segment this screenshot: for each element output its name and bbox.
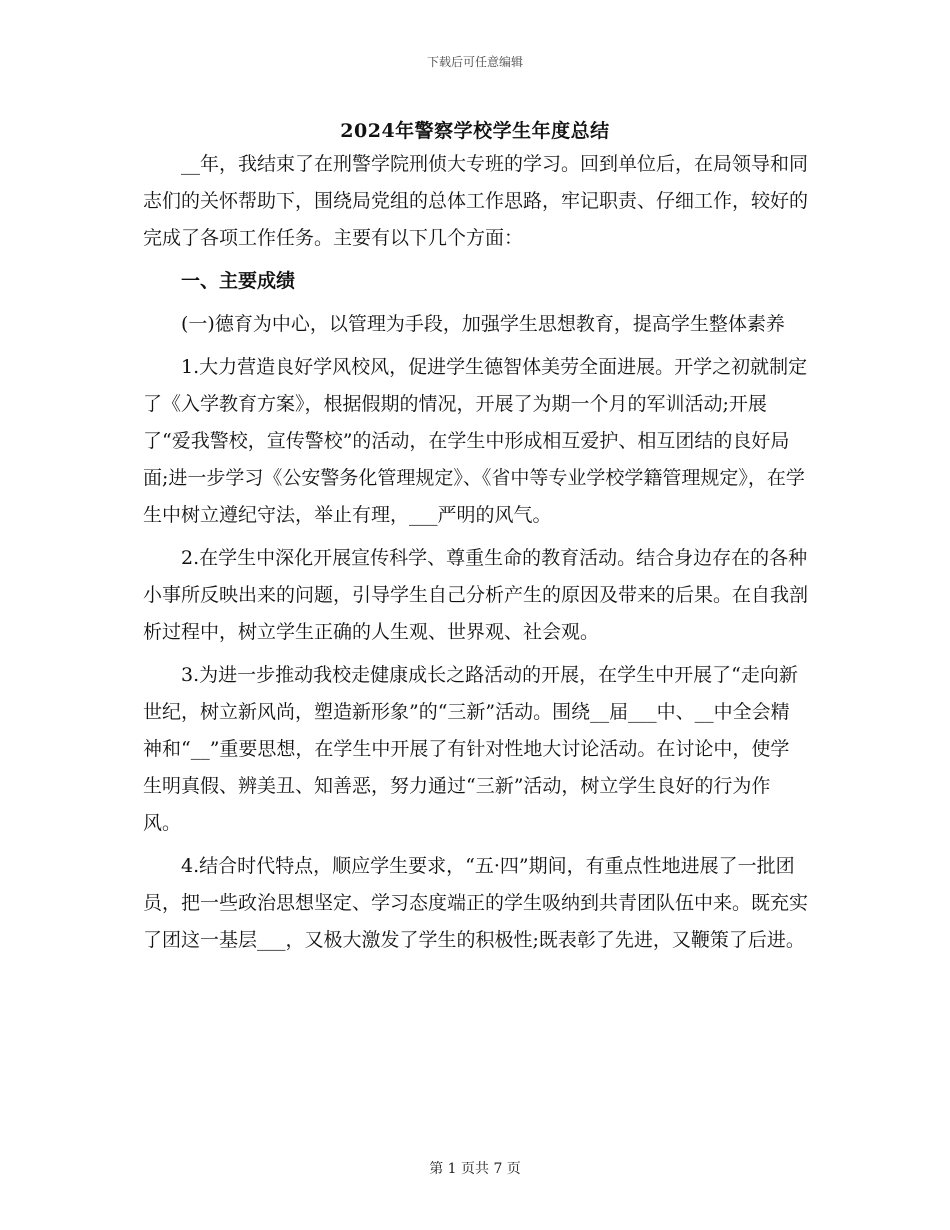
document-title: 2024年警察学校学生年度总结 [340, 120, 610, 142]
subsection-heading-moral-education: (一)德育为中心，以管理为手段，加强学生思想教育，提高学生整体素养 [181, 313, 785, 335]
page-number-footer: 第 1 页共 7 页 [429, 1161, 521, 1177]
section-heading-main-achievements: 一、主要成绩 [181, 270, 296, 292]
paragraph-item-4: 4.结合时代特点，顺应学生要求，“五·四”期间，有重点性地进展了一批团员，把一些政治思想坚定、学习态度端正的学生吸纳到共青团队伍中来。既充实了团这一基层___，又极大激发了学生的积极性;既表彰了先进，又鞭策了后进。 [143, 855, 809, 951]
header-note: 下载后可任意编辑 [426, 55, 523, 69]
paragraph-item-3: 3.为进一步推动我校走健康成长之路活动的开展，在学生中开展了“走向新世纪，树立新风尚，塑造新形象”的“三新”活动。围绕__届___中、__中全会精神和“__”重要思想，在学生中开展了有针对性地大讨论活动。在讨论中，使学生明真假、辨美丑、知善恶，努力通过“三新”活动，树立学生良好的行为作风。 [143, 664, 798, 834]
intro-paragraph: __年，我结束了在刑警学院刑侦大专班的学习。回到单位后，在局领导和同志们的关怀帮助下，围绕局党组的总体工作思路，牢记职责、仔细工作，较好的完成了各项工作任务。主要有以下几个方面： [143, 153, 809, 249]
paragraph-item-2: 2.在学生中深化开展宣传科学、尊重生命的教育活动。结合身边存在的各种小事所反映出来的问题，引导学生自己分析产生的原因及带来的后果。在自我剖析过程中，树立学生正确的人生观、世界观、社会观。 [143, 547, 809, 643]
paragraph-item-1: 1.大力营造良好学风校风，促进学生德智体美劳全面进展。开学之初就制定了《入学教育方案》，根据假期的情况，开展了为期一个月的军训活动;开展了“爱我警校，宣传警校”的活动，在学生中形成相互爱护、相互团结的良好局面;进一步学习《公安警务化管理规定》、《省中等专业学校学籍管理规定》，在学生中树立遵纪守法，举止有理，___严明的风气。 [143, 356, 808, 526]
document-body [143, 146, 808, 959]
